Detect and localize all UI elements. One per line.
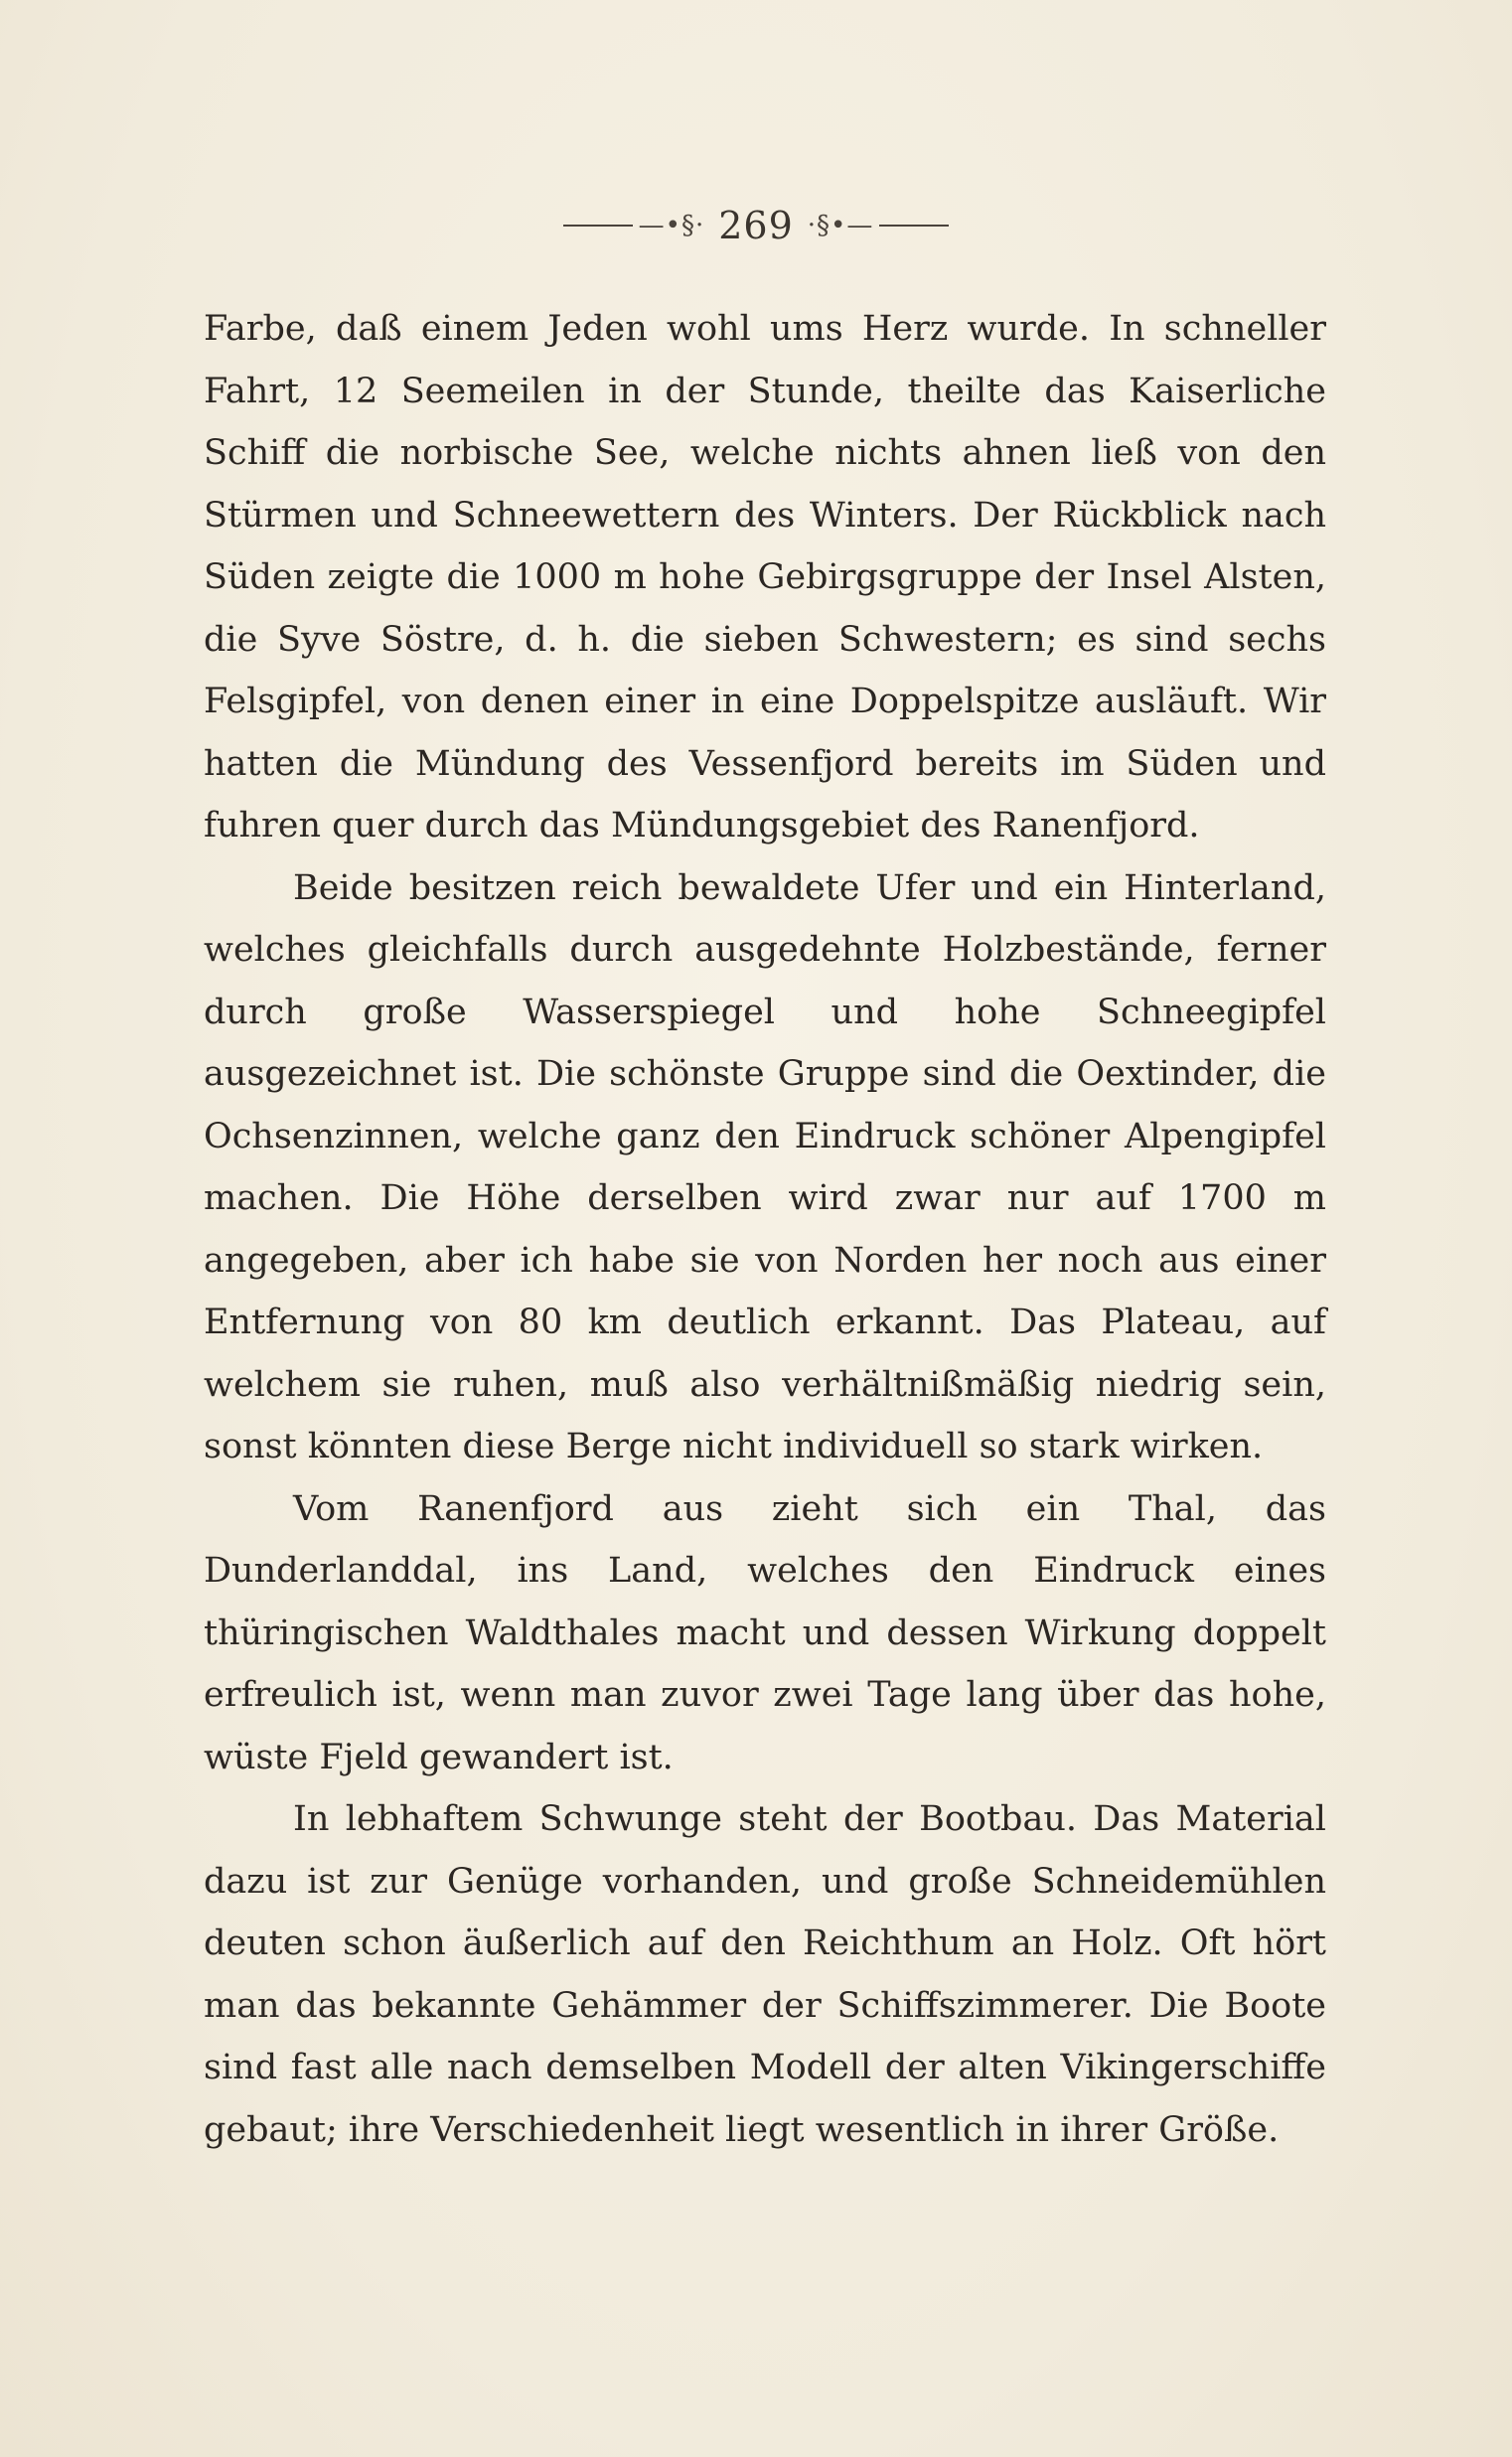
paragraph-3: Vom Ranenfjord aus zieht sich ein Thal, das Dunderlanddal, ins Land, welches den Eindruck eines thüringischen Waldthales macht und dessen Wirkung doppelt erfreulich ist, wenn man zuvor zwei Tage lang über das hohe, wüste Fjeld gewandert ist.	[204, 1488, 1326, 1777]
page-header	[0, 204, 1512, 247]
ornament-left-line	[563, 225, 633, 227]
paragraph-1: Farbe, daß einem Jeden wohl ums Herz wurde. In schneller Fahrt, 12 Seemeilen in der Stunde, theilte das Kaiserliche Schiff die norbische See, welche nichts ahnen ließ von den Stürmen und Schneewettern des Winters. Der Rückblick nach Süden zeigte die 1000 m hohe Gebirgsgruppe der Insel Alsten, die Syve Söstre, d. h. die sieben Schwestern; es sind sechs Felsgipfel, von denen einer in eine Doppelspitze ausläuft. Wir hatten die Mündung des Vessenfjord bereits im Süden und fuhren quer durch das Mündungsgebiet des Ranenfjord.	[204, 309, 1326, 845]
body-text	[204, 298, 1326, 2161]
ornament-right-glyph: ·§•—	[807, 211, 874, 240]
paragraph-2: Beide besitzen reich bewaldete Ufer und ein Hinterland, welches gleichfalls durch ausgedehnte Holzbestände, ferner durch große Wasserspiegel und hohe Schneegipfel ausgezeichnet ist. Die schönste Gruppe sind die Oextinder, die Ochsenzinnen, welche ganz den Eindruck schöner Alpengipfel machen. Die Höhe derselben wird zwar nur auf 1700 m angegeben, aber ich habe sie von Norden her noch aus einer Entfernung von 80 km deutlich erkannt. Das Plateau, auf welchem sie ruhen, muß also verhältnißmäßig niedrig sein, sonst könnten diese Berge nicht individuell so stark wirken.	[204, 867, 1326, 1466]
ornament-right-line	[879, 225, 949, 227]
page-number: 269	[718, 204, 794, 247]
paragraph-4: In lebhaftem Schwunge steht der Bootbau. Das Material dazu ist zur Genüge vorhanden, und große Schneidemühlen deuten schon äußerlich auf den Reichthum an Holz. Oft hört man das bekannte Gehämmer der Schiffszimmerer. Die Boote sind fast alle nach demselben Modell der alten Vikingerschiffe gebaut; ihre Verschiedenheit liegt wesentlich in ihrer Größe.	[204, 1799, 1326, 2150]
ornament-left	[563, 211, 705, 240]
ornament-right	[808, 211, 950, 240]
ornament-left-glyph: —•§·	[638, 211, 705, 240]
